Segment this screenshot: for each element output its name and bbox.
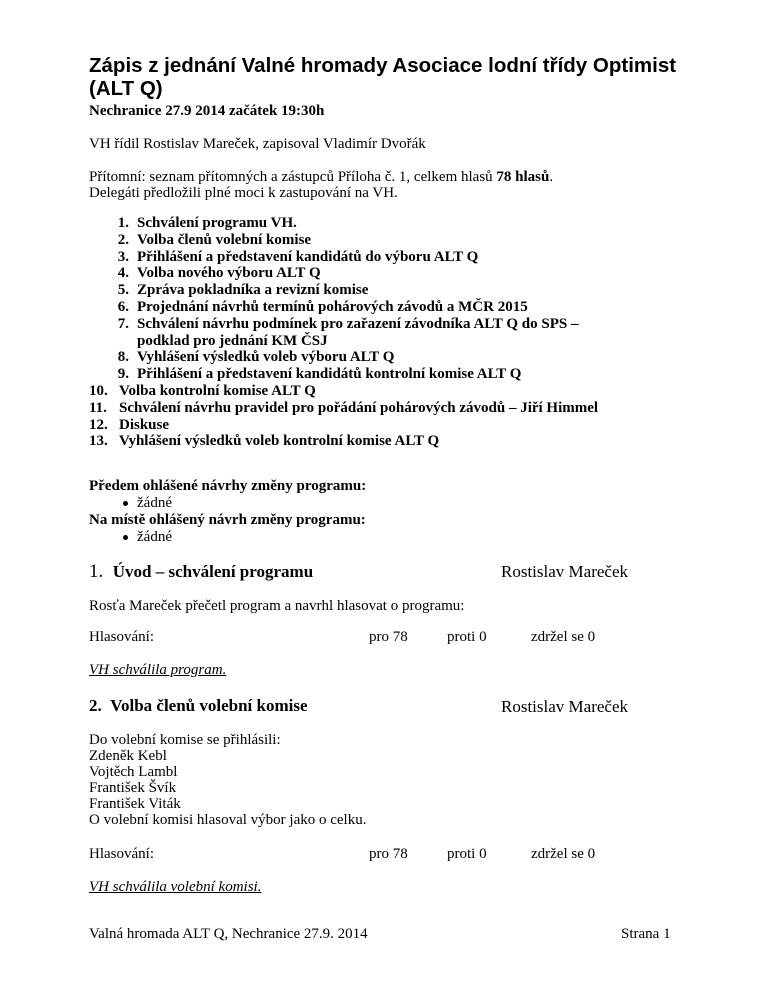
program-changes-before-label: Předem ohlášené návrhy změny programu: [89,478,367,494]
section-title: Úvod – schválení programu [112,562,314,581]
agenda-text: Přihlášení a představení kandidátů do výboru ALT Q [137,248,479,265]
agenda-text: Vyhlášení výsledků voleb kontrolní komise ALT Q [119,433,440,450]
agenda-text: Vyhlášení výsledků voleb výboru ALT Q [137,349,395,366]
section-2-presenter: Rostislav Mareček [501,697,628,716]
section-1-heading [89,561,313,583]
agenda-text: Projednání návrhů termínů pohárových závodů a MČR 2015 [137,298,528,315]
agenda-item [89,433,689,450]
program-changes-onsite-label: Na místě ohlášený návrh změny programu: [89,512,366,528]
agenda-item [89,299,689,316]
agenda-item [89,282,689,299]
agenda-number: 8. [117,349,129,366]
vote-abstain: zdržel se 0 [531,629,596,645]
section-1-presenter: Rostislav Mareček [501,562,628,581]
page-number: Strana 1 [621,926,671,942]
agenda-item [89,383,689,400]
list-item-text: žádné [137,529,172,545]
agenda-item [89,215,689,232]
vote-for: pro 78 [369,846,408,862]
section-1-text: Rosťa Mareček přečetl program a navrhl hlasovat o programu: [89,598,465,614]
meeting-date: Nechranice 27.9 2014 začátek 19:30h [89,103,325,119]
agenda-text: Schválení návrhu pravidel pro pořádání pohárových závodů – Jiří Himmel [119,399,599,416]
agenda-number: 12. [89,416,108,433]
agenda-number: 1. [117,215,129,231]
agenda-item [89,400,689,417]
section-number: 1. [89,561,104,582]
agenda-number: 9. [117,366,129,383]
commission-member: Zdeněk Kebl [89,748,167,764]
section-2-note: O volební komisi hlasoval výbor jako o celku. [89,812,367,828]
agenda-text: Volba členů volební komise [137,231,312,248]
agenda-text: Volba nového výboru ALT Q [137,265,321,282]
program-changes-before-list [89,495,172,512]
footer-left: Valná hromada ALT Q, Nechranice 27.9. 2014 [89,926,368,942]
agenda-text: Schválení návrhu podmínek pro zařazení závodníka ALT Q do SPS – podklad pro jednání KM ČSJ [137,315,579,349]
agenda-number: 6. [117,298,129,315]
commission-member: František Viták [89,796,181,812]
vote-abstain: zdržel se 0 [531,846,596,862]
section-number: 2. [89,696,102,715]
agenda-number: 13. [89,433,108,450]
section-2-result: VH schválila volební komisi. [89,879,262,895]
vote-for: pro 78 [369,629,408,645]
agenda-item [89,232,689,249]
agenda-number: 3. [117,248,129,265]
agenda-text: Schválení programu VH. [137,215,297,231]
attendance-text: Přítomní: seznam přítomných a zástupců Příloha č. 1, celkem hlasů [89,169,497,185]
agenda-number: 10. [89,382,108,399]
vote-label: Hlasování: [89,846,154,862]
section-2-heading [89,696,308,716]
agenda-number: 2. [117,231,129,248]
agenda-item [89,316,689,350]
list-item [89,529,172,546]
bullet-icon [123,501,128,506]
agenda-number: 11. [89,399,107,416]
program-changes-onsite-list [89,529,172,546]
attendance-line [89,169,553,186]
list-item-text: žádné [137,495,172,511]
vote-against: proti 0 [447,629,487,645]
delegates-line: Delegáti předložili plné moci k zastupování na VH. [89,185,398,201]
agenda-list [89,215,689,450]
agenda-number: 5. [117,282,129,299]
commission-member: Vojtěch Lambl [89,764,178,780]
attendance-votes: 78 hlasů [496,169,550,185]
bullet-icon [123,535,128,540]
agenda-text: Diskuse [119,416,170,433]
agenda-item [89,349,689,366]
vote-label: Hlasování: [89,629,154,645]
attendance-end: . [549,169,554,185]
list-item [89,495,172,512]
agenda-number: 7. [117,315,129,332]
agenda-text: Přihlášení a představení kandidátů kontrolní komise ALT Q [137,366,522,383]
agenda-text: Volba kontrolní komise ALT Q [119,382,316,399]
agenda-item [89,366,689,383]
section-1-result: VH schválila program. [89,662,227,678]
chair-line: VH řídil Rostislav Mareček, zapisoval Vladimír Dvořák [89,136,426,152]
agenda-item [89,417,689,434]
agenda-item [89,265,689,282]
agenda-text: Zpráva pokladníka a revizní komise [137,282,369,299]
vote-against: proti 0 [447,846,487,862]
document-title: Zápis z jednání Valné hromady Asociace lodní třídy Optimist (ALT Q) [89,54,677,100]
commission-member: František Švík [89,780,177,796]
agenda-item [89,249,689,266]
section-2-intro: Do volební komise se přihlásili: [89,732,281,748]
agenda-number: 4. [117,265,129,282]
section-title: Volba členů volební komise [110,696,308,715]
